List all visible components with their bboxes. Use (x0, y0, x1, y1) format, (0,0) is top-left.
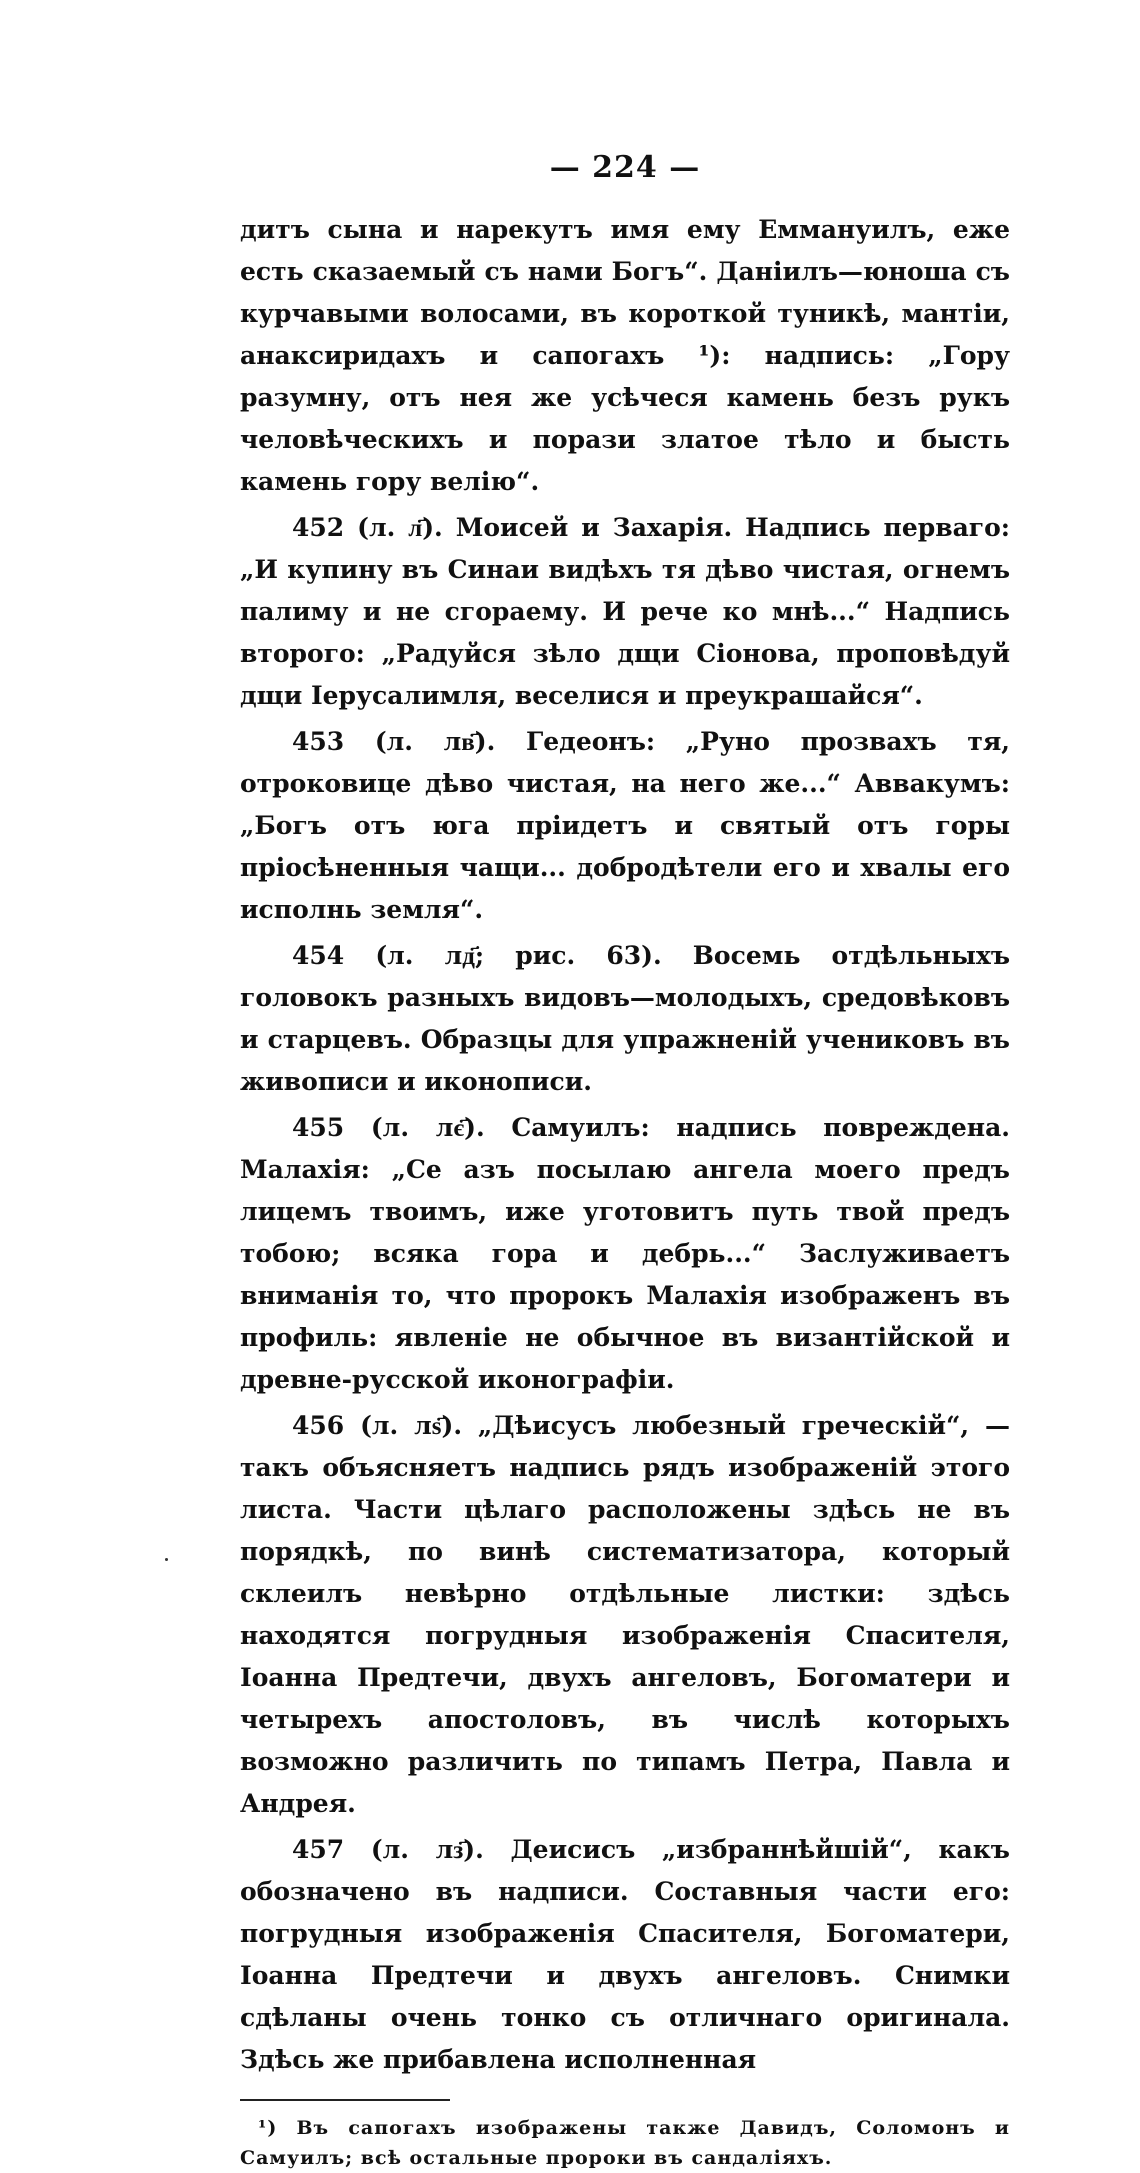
footnote: ¹) Въ сапогахъ изображены также Давидъ, Соломонъ и Самуилъ; всѣ остальные пророки въ сандаліяхъ. (240, 2117, 1010, 2169)
paragraph-457: 457 (л. лз҃). Деисисъ „избраннѣйшій“, какъ обозначено въ надписи. Составныя части его: погрудныя изображенія Спасителя, Богоматери, Іоанна Предтечи и двухъ ангеловъ. Снимки сдѣланы очень тонко съ отличнаго оригинала. Здѣсь же прибавлена исполненная (240, 1835, 1010, 2074)
paragraph-453: 453 (л. лв҃). Гедеонъ: „Руно прозвахъ тя, отроковице дѣво чистая, на него же...“ Аввакумъ: „Богъ отъ юга пріидетъ и святый отъ горы пріосѣненныя чащи... добродѣтели его и хвалы его исполнь земля“. (240, 727, 1010, 924)
print-speck (165, 1558, 168, 1561)
page-number: — 224 — (549, 150, 701, 185)
paragraph-454: 454 (л. лд҃; рис. 63). Восемь отдѣльныхъ головокъ разныхъ видовъ—молодыхъ, средовѣковъ и старцевъ. Образцы для упражненій учениковъ въ живописи и иконописи. (240, 941, 1010, 1096)
paragraph-455: 455 (л. лє҃). Самуилъ: надпись повреждена. Малахія: „Се азъ посылаю ангела моего предъ лицемъ твоимъ, иже уготовитъ путь твой предъ тобою; всяка гора и дебрь...“ Заслуживаетъ вниманія то, что пророкъ Малахія изображенъ въ профиль: явленіе не обычное въ византійской и древне-русской иконографіи. (240, 1113, 1010, 1394)
body-text (240, 209, 1010, 2081)
book-page (240, 150, 1010, 2173)
footnote-divider (240, 2099, 450, 2101)
paragraph-456: 456 (л. лѕ҃). „Дѣисусъ любезный греческій“, — такъ объясняетъ надпись рядъ изображеній этого листа. Части цѣлаго расположены здѣсь не въ порядкѣ, по винѣ систематизатора, который склеилъ невѣрно отдѣльные листки: здѣсь находятся погрудныя изображенія Спасителя, Іоанна Предтечи, двухъ ангеловъ, Богоматери и четырехъ апостоловъ, въ числѣ которыхъ возможно различить по типамъ Петра, Павла и Андрея. (240, 1411, 1010, 1818)
paragraph-continuation: дитъ сына и нарекутъ имя ему Еммануилъ, еже есть сказаемый съ нами Богъ“. Даніилъ—юноша съ курчавыми волосами, въ короткой туникѣ, мантіи, анаксиридахъ и сапогахъ ¹): надпись: „Гору разумну, отъ нея же усѣчеся камень безъ рукъ человѣческихъ и порази златое тѣло и бысть камень гору велію“. (240, 215, 1010, 496)
paragraph-452: 452 (л. л҃). Моисей и Захарія. Надпись перваго: „И купину въ Синаи видѣхъ тя дѣво чистая, огнемъ палиму и не сгораему. И рече ко мнѣ...“ Надпись второго: „Радуйся зѣло дщи Сіонова, проповѣдуй дщи Іерусалимля, веселися и преукрашайся“. (240, 513, 1010, 710)
